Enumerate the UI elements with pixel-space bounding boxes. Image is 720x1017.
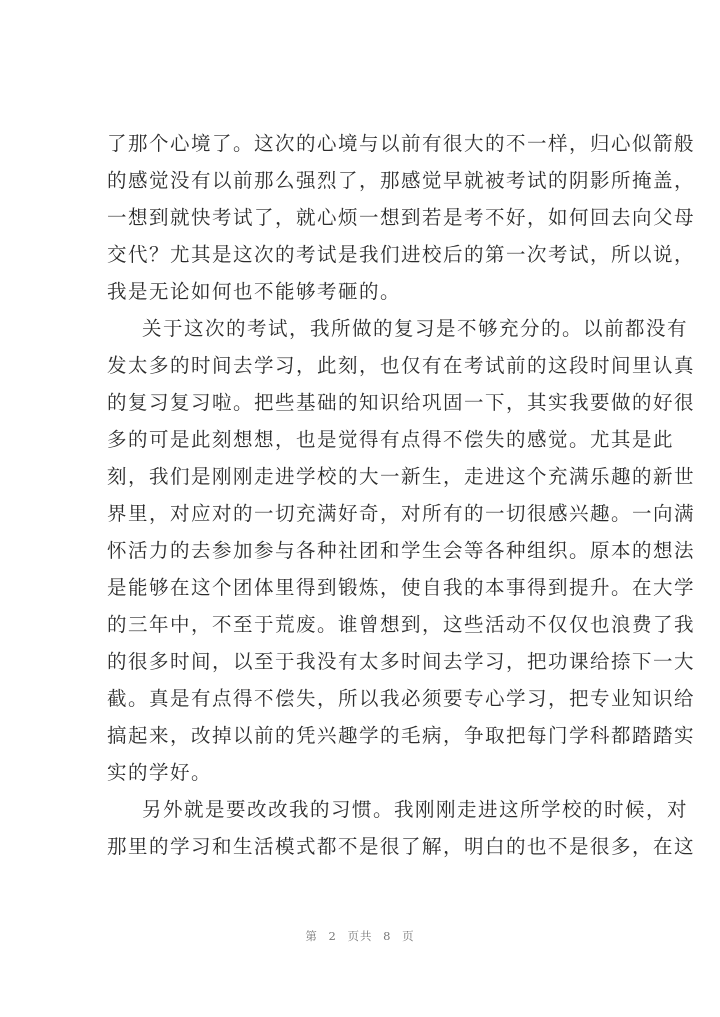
paragraph-first-line: 另外就是要改改我的习惯。我刚刚走进这所学校的时候，对: [142, 798, 689, 821]
paragraph-line: 实的学好。: [107, 761, 213, 784]
paragraph-line: 多的可是此刻想想，也是觉得有点得不偿失的感觉。尤其是此: [107, 428, 675, 451]
paragraph-line: 的很多时间，以至于我没有太多时间去学习，把功课给捺下一大: [107, 650, 696, 673]
paragraph-line: 搞起来，改掉以前的凭兴趣学的毛病，争取把每门学科都踏踏实: [107, 724, 696, 747]
current-page-number: 2: [328, 929, 337, 943]
paragraph-line: 截。真是有点得不偿失，所以我必须要专心学习，把专业知识给: [107, 687, 696, 710]
paragraph-line: 怀活力的去参加参与各种社团和学生会等各种组织。原本的想法: [107, 539, 696, 562]
footer-label-ye: 页: [402, 929, 415, 943]
footer-label-ye-gong: 页共: [347, 929, 373, 943]
paragraph-line: 刻，我们是刚刚走进学校的大一新生，走进这个充满乐趣的新世: [107, 465, 696, 488]
paragraph-line: 是能够在这个团体里得到锻炼，使自我的本事得到提升。在大学: [107, 576, 696, 599]
paragraph-line: 交代？尤其是这次的考试是我们进校后的第一次考试，所以说，: [107, 243, 696, 266]
paragraph-line: 一想到就快考试了，就心烦一想到若是考不好，如何回去向父母: [107, 206, 696, 229]
paragraph-line: 的复习复习啦。把些基础的知识给巩固一下，其实我要做的好很: [107, 391, 696, 414]
paragraph-line: 的感觉没有以前那么强烈了，那感觉早就被考试的阴影所掩盖，: [107, 169, 696, 192]
page-footer: [0, 928, 720, 944]
paragraph-line: 发太多的时间去学习，此刻，也仅有在考试前的这段时间里认真: [107, 354, 696, 377]
paragraph-line: 界里，对应对的一切充满好奇，对所有的一切很感兴趣。一向满: [107, 502, 696, 525]
paragraph-first-line: 关于这次的考试，我所做的复习是不够充分的。以前都没有: [142, 317, 689, 340]
paragraph-line: 我是无论如何也不能够考砸的。: [107, 280, 402, 303]
paragraph-line: 那里的学习和生活模式都不是很了解，明白的也不是很多，在这: [107, 835, 696, 858]
paragraph-line: 的三年中，不至于荒废。谁曾想到，这些活动不仅仅也浪费了我: [107, 613, 696, 636]
total-pages-number: 8: [383, 929, 392, 943]
paragraph-line: 了那个心境了。这次的心境与以前有很大的不一样，归心似箭般: [107, 132, 696, 155]
footer-label-di: 第: [305, 929, 318, 943]
